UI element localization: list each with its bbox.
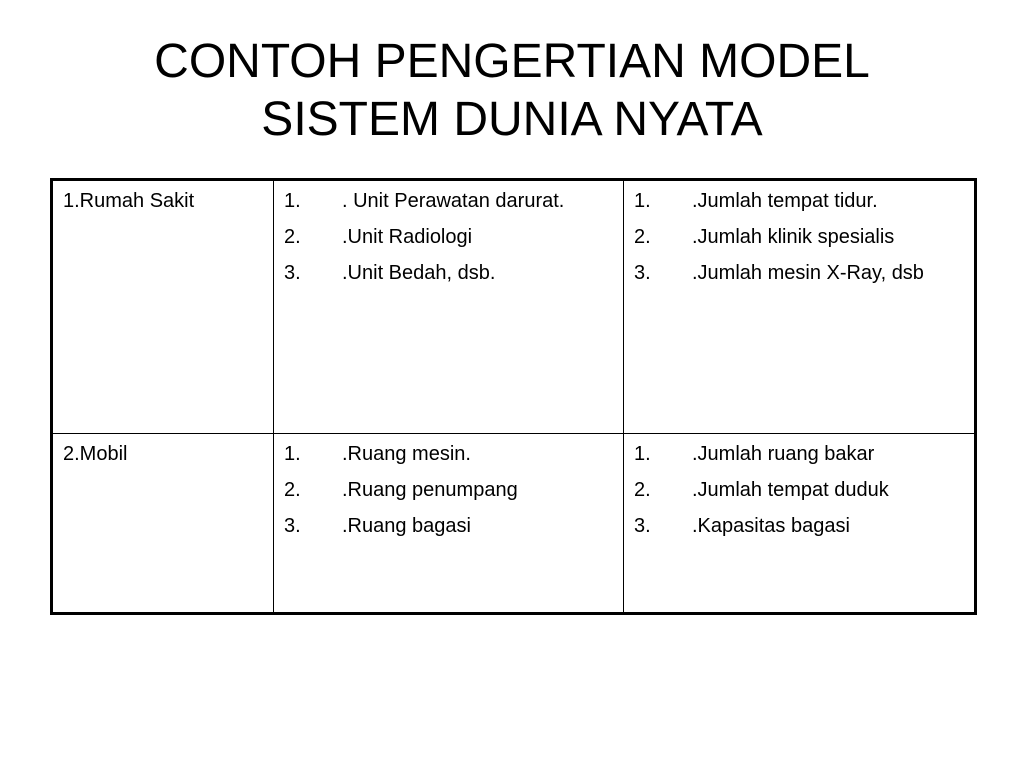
list-number: 2. [634, 226, 651, 248]
list-item [634, 514, 964, 538]
table-row [52, 434, 976, 614]
table-row [52, 180, 976, 434]
attributes-cell [624, 180, 976, 434]
list-item [634, 189, 964, 213]
category-label: 2.Mobil [63, 443, 128, 465]
list-item [284, 478, 613, 502]
list-item [634, 478, 964, 502]
list-number: 3. [634, 515, 651, 537]
list-text: .Jumlah tempat tidur. [692, 190, 878, 212]
list-item [634, 261, 964, 285]
units-cell [274, 434, 624, 614]
list-number: 1. [634, 443, 651, 465]
list-item [284, 261, 613, 285]
list-number: 3. [284, 515, 301, 537]
units-list [284, 442, 613, 538]
list-item [284, 225, 613, 249]
model-table [50, 178, 977, 615]
units-cell [274, 180, 624, 434]
slide-title-line-2: SISTEM DUNIA NYATA [261, 93, 763, 146]
category-label: 1.Rumah Sakit [63, 190, 195, 212]
units-list [284, 189, 613, 285]
list-item [634, 442, 964, 466]
attributes-cell [624, 434, 976, 614]
list-text: .Jumlah mesin X-Ray, dsb [692, 262, 924, 284]
list-number: 1. [634, 190, 651, 212]
list-text: .Kapasitas bagasi [692, 515, 850, 537]
list-item [284, 189, 613, 213]
list-item [284, 442, 613, 466]
category-cell [52, 180, 274, 434]
list-number: 1. [284, 443, 301, 465]
list-number: 1. [284, 190, 301, 212]
category-cell [52, 434, 274, 614]
list-number: 3. [634, 262, 651, 284]
slide-title-line-1: CONTOH PENGERTIAN MODEL [154, 35, 870, 88]
list-item [284, 514, 613, 538]
list-number: 2. [284, 226, 301, 248]
list-text: .Ruang penumpang [342, 479, 518, 501]
list-number: 2. [634, 479, 651, 501]
list-text: .Unit Bedah, dsb. [342, 262, 496, 284]
list-text: .Ruang bagasi [342, 515, 471, 537]
attributes-list [634, 442, 964, 538]
list-text: .Ruang mesin. [342, 443, 471, 465]
list-item [634, 225, 964, 249]
list-text: . Unit Perawatan darurat. [342, 190, 565, 212]
list-text: .Jumlah ruang bakar [692, 443, 875, 465]
slide-title [0, 33, 1024, 149]
list-number: 2. [284, 479, 301, 501]
list-text: .Unit Radiologi [342, 226, 473, 248]
attributes-list [634, 189, 964, 285]
list-text: .Jumlah klinik spesialis [692, 226, 895, 248]
list-text: .Jumlah tempat duduk [692, 479, 889, 501]
list-number: 3. [284, 262, 301, 284]
